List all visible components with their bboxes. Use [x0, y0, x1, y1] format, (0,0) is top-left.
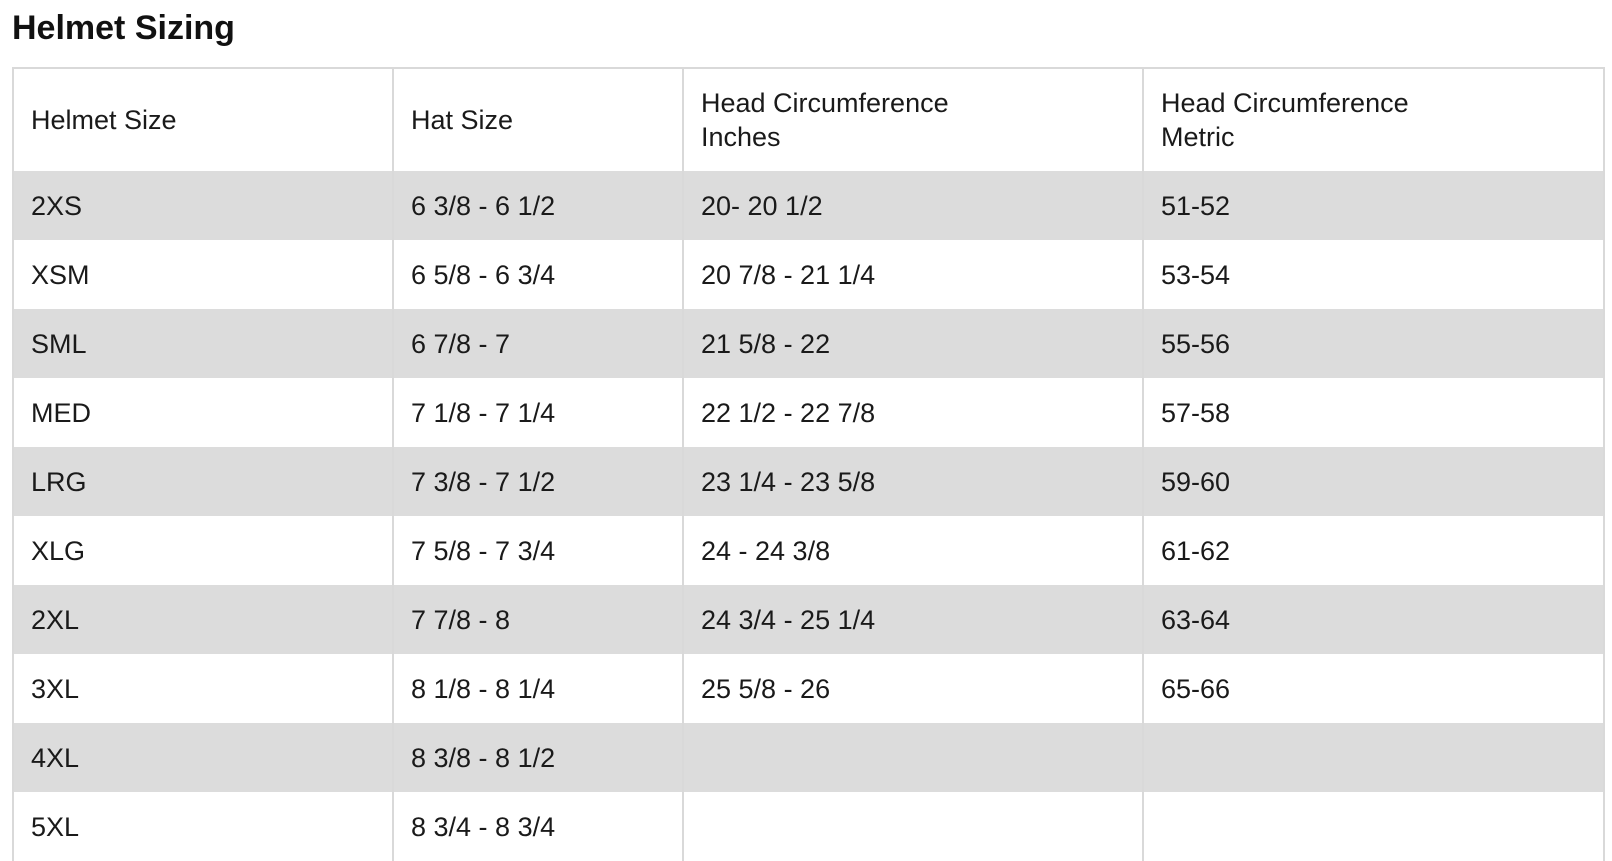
table-row [13, 654, 1604, 723]
cell-helmet-size: XLG [13, 516, 393, 585]
cell-hat-size: 8 1/8 - 8 1/4 [393, 654, 683, 723]
cell-hat-size: 8 3/8 - 8 1/2 [393, 723, 683, 792]
cell-head-metric: 61-62 [1143, 516, 1604, 585]
cell-head-metric: 55-56 [1143, 309, 1604, 378]
cell-helmet-size: 2XL [13, 585, 393, 654]
header-head-circumference-metric [1143, 68, 1604, 171]
table-row [13, 309, 1604, 378]
header-label-line: Head Circumference [701, 88, 949, 118]
cell-hat-size: 7 7/8 - 8 [393, 585, 683, 654]
cell-helmet-size: MED [13, 378, 393, 447]
cell-hat-size: 7 3/8 - 7 1/2 [393, 447, 683, 516]
header-helmet-size: Helmet Size [13, 68, 393, 171]
table-row [13, 723, 1604, 792]
cell-helmet-size: 2XS [13, 171, 393, 240]
header-hat-size: Hat Size [393, 68, 683, 171]
cell-head-inches [683, 792, 1143, 861]
header-label-line: Head Circumference [1161, 88, 1409, 118]
cell-hat-size: 7 1/8 - 7 1/4 [393, 378, 683, 447]
cell-head-inches: 20 7/8 - 21 1/4 [683, 240, 1143, 309]
cell-head-metric: 51-52 [1143, 171, 1604, 240]
cell-helmet-size: 4XL [13, 723, 393, 792]
header-label-line: Inches [701, 122, 781, 152]
page-title: Helmet Sizing [12, 9, 235, 47]
table-header-row [13, 68, 1604, 171]
cell-head-inches: 20- 20 1/2 [683, 171, 1143, 240]
table-row [13, 516, 1604, 585]
cell-helmet-size: SML [13, 309, 393, 378]
header-label-line: Metric [1161, 122, 1235, 152]
cell-head-metric: 59-60 [1143, 447, 1604, 516]
table-row [13, 171, 1604, 240]
cell-hat-size: 6 7/8 - 7 [393, 309, 683, 378]
cell-helmet-size: 5XL [13, 792, 393, 861]
cell-helmet-size: XSM [13, 240, 393, 309]
helmet-sizing-table [12, 67, 1605, 861]
table-row [13, 447, 1604, 516]
cell-head-inches: 23 1/4 - 23 5/8 [683, 447, 1143, 516]
cell-head-inches: 24 3/4 - 25 1/4 [683, 585, 1143, 654]
table-row [13, 585, 1604, 654]
cell-head-metric [1143, 792, 1604, 861]
table-row [13, 378, 1604, 447]
cell-head-inches: 24 - 24 3/8 [683, 516, 1143, 585]
table-row [13, 792, 1604, 861]
cell-hat-size: 6 3/8 - 6 1/2 [393, 171, 683, 240]
cell-head-inches: 21 5/8 - 22 [683, 309, 1143, 378]
cell-helmet-size: 3XL [13, 654, 393, 723]
header-head-circumference-inches [683, 68, 1143, 171]
cell-head-inches: 25 5/8 - 26 [683, 654, 1143, 723]
cell-head-inches: 22 1/2 - 22 7/8 [683, 378, 1143, 447]
cell-head-metric: 63-64 [1143, 585, 1604, 654]
cell-hat-size: 6 5/8 - 6 3/4 [393, 240, 683, 309]
cell-hat-size: 8 3/4 - 8 3/4 [393, 792, 683, 861]
cell-head-metric [1143, 723, 1604, 792]
cell-head-metric: 57-58 [1143, 378, 1604, 447]
cell-helmet-size: LRG [13, 447, 393, 516]
cell-head-metric: 65-66 [1143, 654, 1604, 723]
cell-head-inches [683, 723, 1143, 792]
cell-hat-size: 7 5/8 - 7 3/4 [393, 516, 683, 585]
table-row [13, 240, 1604, 309]
cell-head-metric: 53-54 [1143, 240, 1604, 309]
